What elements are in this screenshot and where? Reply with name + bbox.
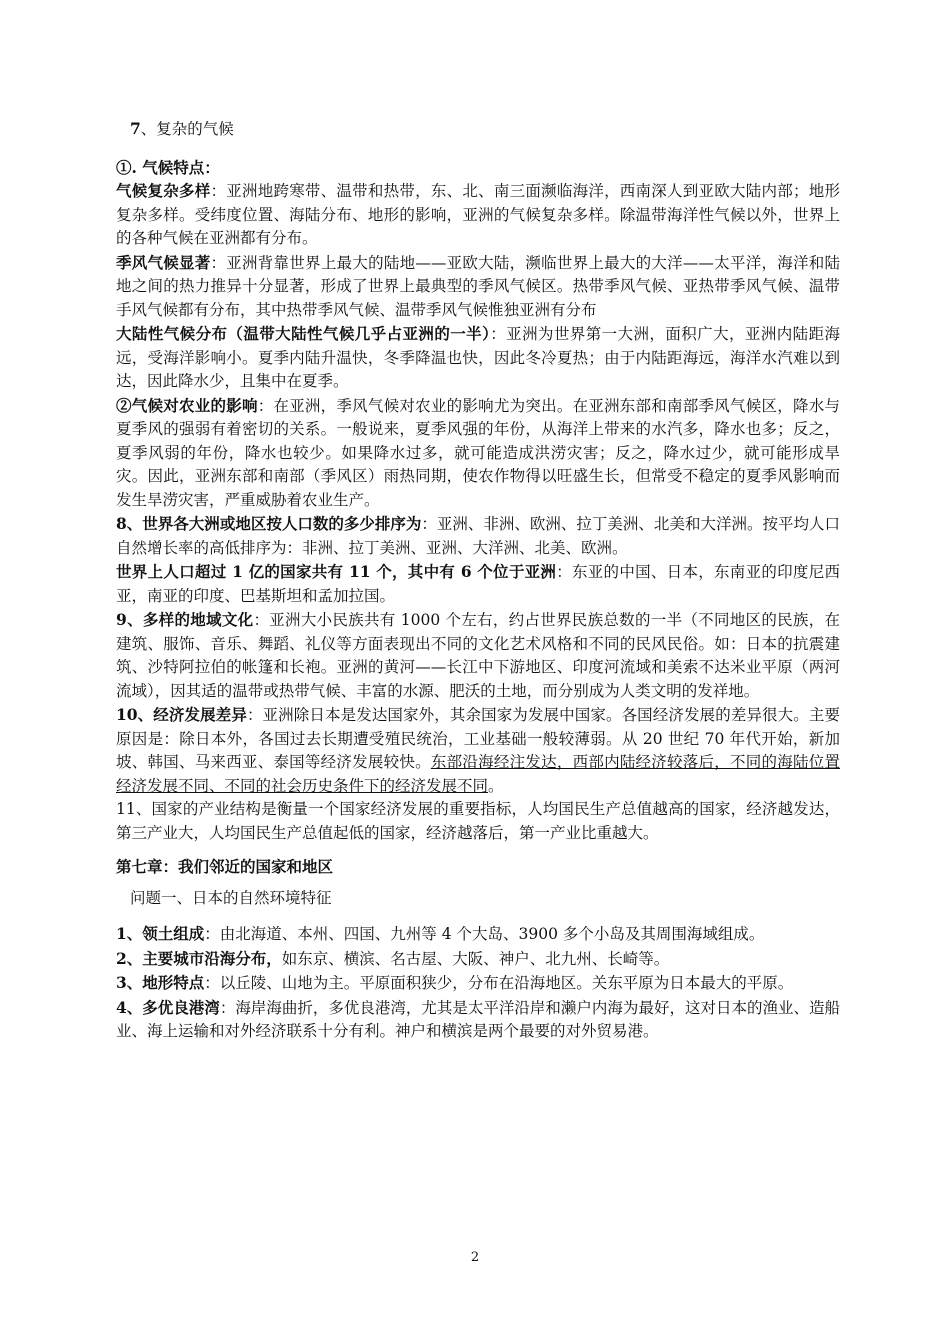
paragraph-text: ：亚洲地跨寒带、温带和热带，东、北、南三面濒临海洋，西南深人到亚欧大陆内部；地形复杂多样。受纬度位置、海陆分布、地形的影响，亚洲的气候复杂多样。除温带海洋性气候以外，世界上的各种气候在亚洲都有分布。 bbox=[116, 182, 840, 247]
paragraph-lead: 8、世界各大洲或地区按人口数的多少排序为 bbox=[116, 514, 422, 533]
paragraph-text: ：由北海道、本州、四国、九州等 4 个大岛、3900 多个小岛及其周围海域组成。 bbox=[204, 925, 765, 943]
paragraph-population-rank bbox=[116, 512, 840, 560]
paragraph-lead: 4、多优良港湾 bbox=[116, 997, 220, 1017]
paragraph-harbors bbox=[116, 996, 840, 1044]
paragraph-lead: 2、主要城市沿海分布， bbox=[116, 948, 282, 968]
paragraph-text: ：亚洲大小民族共有 1000 个左右，约占世界民族总数的一半（不同地区的民族，在建筑、服饰、音乐、舞蹈、礼仪等方面表现出不同的文化艺术风格和不同的民风民俗。如：日本的抗震建筑、沙特阿拉伯的帐篷和长袍。亚洲的黄河——长江中下游地区、印度河流域和美索不达米业平原（两河流域），因其适的温带或热带气候、丰富的水源、肥沃的土地，而分别成为人类文明的发祥地。 bbox=[116, 611, 840, 700]
paragraph-terrain bbox=[116, 971, 840, 996]
paragraph-industry-structure: 11、国家的产业结构是衡量一个国家经济发展的重要指标，人均国民生产总值越高的国家，经济越发达，第三产业大，人均国民生产总值起低的国家，经济越落后，第一产业比重越大。 bbox=[116, 800, 840, 842]
paragraph-text: ：亚洲背靠世界上最大的陆地——亚欧大陆，濒临世界上最大的大洋——太平洋，海洋和陆地之间的热力推异十分显著，形成了世界上最典型的季风气候区。热带季风气候、亚热带季风气候、温带手风气候都有分布，其中热带季风气候、温带季风气候惟独亚洲有分布 bbox=[116, 253, 840, 319]
section-7-number: 7 bbox=[130, 119, 141, 138]
paragraph-text: ：以丘陵、山地为主。平原面积狭少，分布在沿海地区。关东平原为日本最大的平原。 bbox=[204, 974, 794, 992]
paragraph-lead: 1、领土组成 bbox=[116, 924, 205, 943]
paragraph-text: 如东京、横滨、名古屋、大阪、神户、北九州、长崎等。 bbox=[281, 949, 670, 968]
paragraph-lead: 世界上人口超过 1 亿的国家共有 11 个，其中有 6 个位于亚洲 bbox=[116, 562, 557, 581]
paragraph-economy bbox=[116, 703, 840, 798]
climate-features-label: ①. 气候特点： bbox=[116, 157, 220, 177]
paragraph-tail: 。 bbox=[488, 776, 504, 795]
page-number: 2 bbox=[470, 1250, 480, 1265]
paragraph-lead: 大陆性气候分布（温带大陆性气候几乎占亚洲的一半） bbox=[116, 324, 491, 343]
paragraph-lead: 3、地形特点 bbox=[116, 973, 205, 992]
paragraph-lead: 10、经济发展差异 bbox=[116, 705, 247, 724]
paragraph-territory bbox=[116, 922, 840, 947]
paragraph-cities bbox=[116, 947, 840, 972]
paragraph-text: ：东亚的中国、日本，东南亚的印度尼西亚，南亚的印度、巴基斯坦和孟加拉国。 bbox=[116, 563, 840, 605]
section-7-title: 、复杂的气候 bbox=[140, 120, 234, 138]
paragraph-continental bbox=[116, 322, 840, 394]
underlined-text: 东部沿海经注发达，西部内陆经济较落后，不同的海陆位置经济发展不同、不同的社会历史条件下的经济发展不同 bbox=[116, 753, 840, 795]
paragraph-lead: ②气候对农业的影响 bbox=[116, 395, 258, 415]
paragraph-lead: 气候复杂多样 bbox=[116, 181, 211, 200]
paragraph-climate-diverse bbox=[116, 179, 840, 251]
section-7-heading bbox=[130, 117, 840, 142]
paragraph-agriculture bbox=[116, 394, 840, 513]
paragraph-large-countries bbox=[116, 560, 840, 608]
paragraph-lead: 季风气候显著 bbox=[116, 252, 211, 272]
paragraph-text: ：亚洲为世界第一大洲，面积广大，亚洲内陆距海远，受海洋影响小。夏季内陆升温快，冬季降温也快，因此冬冷夏热；由于内陆距海远，海洋水汽难以到达，因此降水少，且集中在夏季。 bbox=[116, 325, 840, 390]
paragraph-lead: 9、多样的地域文化 bbox=[116, 610, 254, 629]
page-content bbox=[116, 117, 840, 1044]
question-1-heading: 问题一、日本的自然环境特征 bbox=[130, 888, 332, 907]
paragraph-text: ：亚洲除日本是发达国家外，其余国家为发展中国家。各国经济发展的差异很大。主要原因是：除日本外，各国过去长期遭受殖民统治，工业基础一般较薄弱。从 20 世纪 70 年代开始，新加坡、韩国、马来西亚、泰国等经济发展较快。 bbox=[116, 706, 840, 771]
paragraph-text: ：亚洲、非洲、欧洲、拉丁美洲、北美和大洋洲。按平均人口自然增长率的高低排序为：非洲、拉丁美洲、亚洲、大洋洲、北美、欧洲。 bbox=[116, 515, 840, 557]
paragraph-text: ：在亚洲，季风气候对农业的影响尤为突出。在亚洲东部和南部季风气候区，降水与夏季风的强弱有着密切的关系。一般说来，夏季风强的年份，从海洋上带来的水汽多，降水也多；反之，夏季风弱的年份，降水也较少。如果降水过多，就可能造成洪涝灾害；反之，降水过少，就可能形成旱灾。因此，亚洲东部和南部（季风区）雨热同期，使农作物得以旺盛生长，但常受不稳定的夏季风影响而发生旱涝灾害，严重威胁着农业生产。 bbox=[116, 396, 840, 509]
paragraph-culture bbox=[116, 608, 840, 703]
paragraph-monsoon bbox=[116, 251, 840, 323]
paragraph-text: ：海岸海曲折，多优良港湾，尤其是太平洋沿岸和濑户内海为最好，这对日本的渔业、造船业、海上运输和对外经济联系十分有利。神户和横滨是两个最要的对外贸易港。 bbox=[116, 998, 840, 1040]
chapter-7-heading: 第七章：我们邻近的国家和地区 bbox=[116, 857, 334, 876]
